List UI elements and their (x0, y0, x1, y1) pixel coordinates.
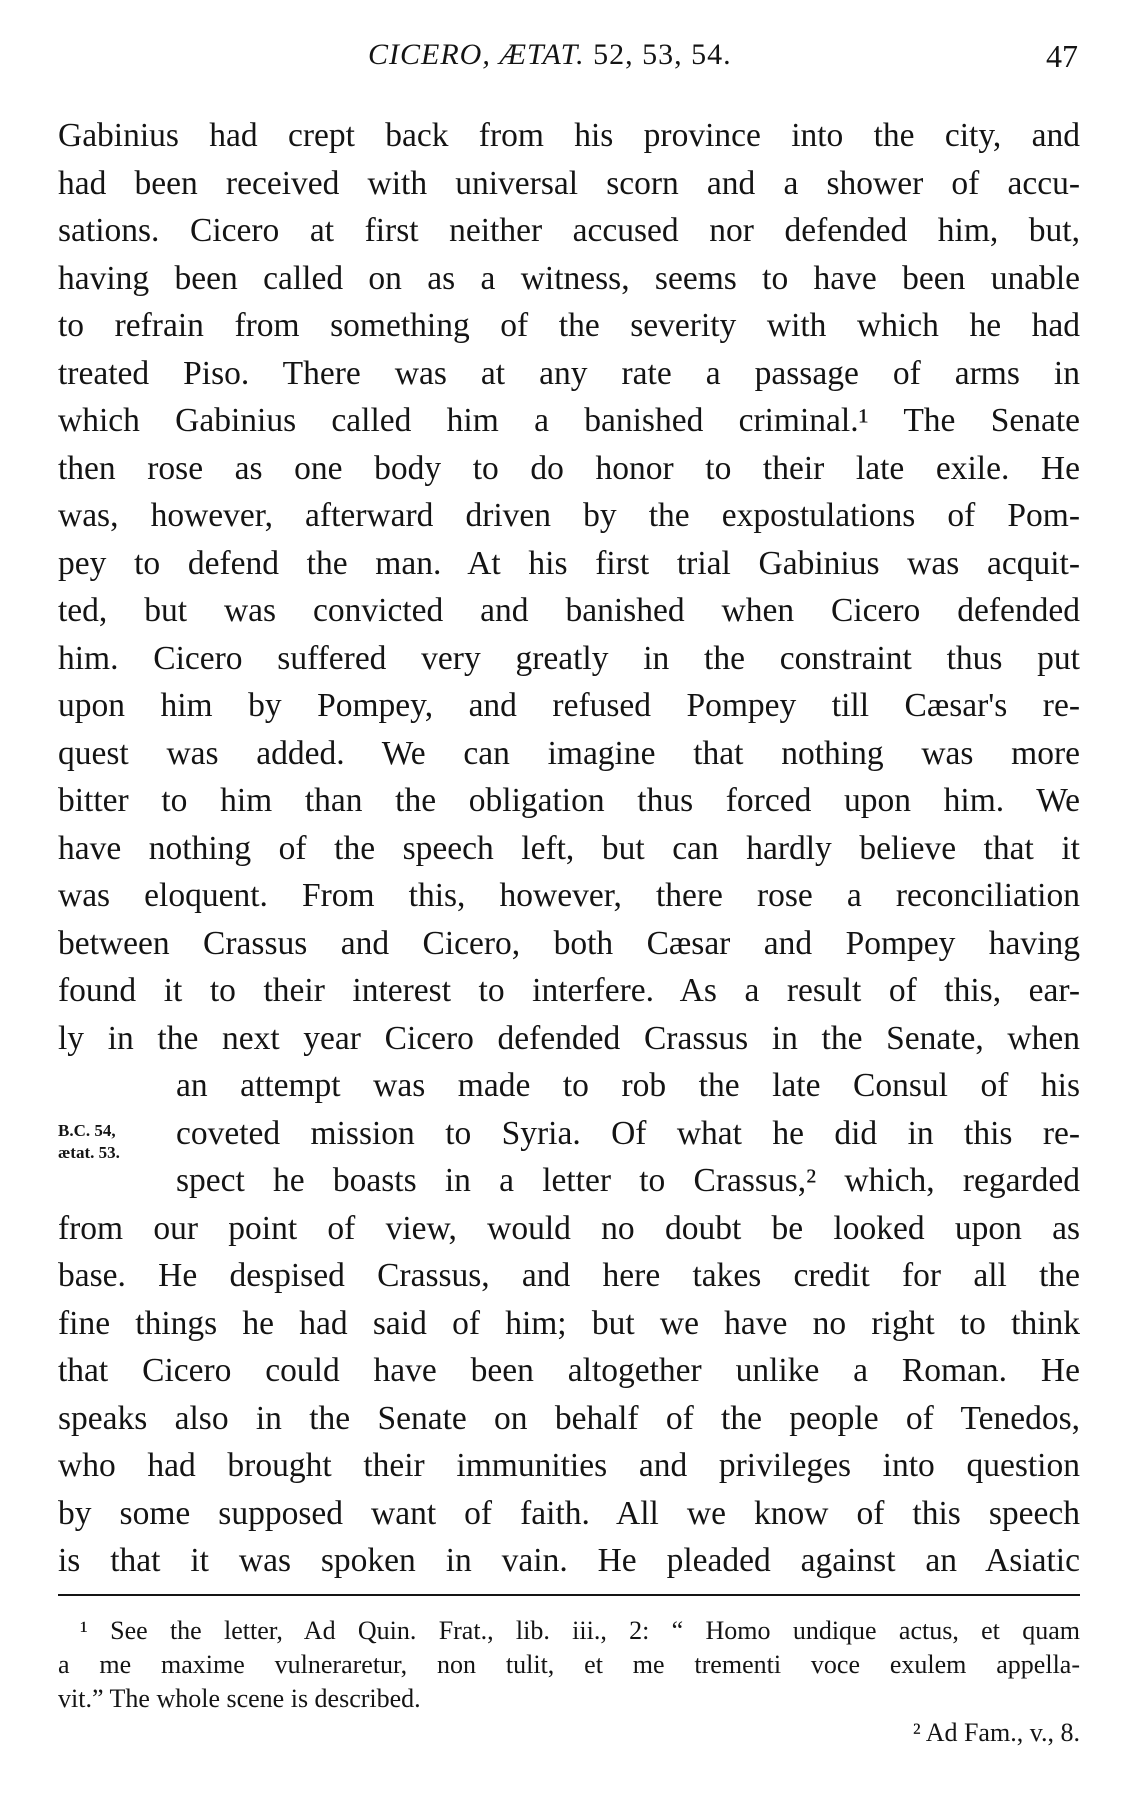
footnote-1-line: vit.” The whole scene is described. (58, 1684, 421, 1713)
text-line: from our point of view, would no doubt be looked upon as (58, 1209, 1080, 1247)
text-line: ly in the next year Cicero defended Crassus in the Senate, when (58, 1019, 1080, 1057)
text-line: that Cicero could have been altogether unlike a Roman. He (58, 1352, 1080, 1389)
text-line: had been received with universal scorn and a shower of accu- (58, 164, 1080, 202)
running-title-text: CICERO, ÆTAT. (368, 38, 585, 71)
text-line: was eloquent. From this, however, there rose a reconciliation (58, 877, 1080, 914)
footnote-1-line: a me maxime vulneraretur, non tulit, et me trementi voce exulem appella- (58, 1650, 1080, 1679)
text-line: sations. Cicero at first neither accused nor defended him, but, (58, 212, 1080, 249)
text-line: pey to defend the man. At his first trial Gabinius was acquit- (58, 544, 1080, 582)
text-line: by some supposed want of faith. All we know of this speech (58, 1494, 1080, 1532)
margin-note-age: ætat. 53. (58, 1143, 120, 1162)
text-line: speaks also in the Senate on behalf of the people of Tenedos, (58, 1399, 1080, 1437)
running-title (368, 38, 732, 72)
text-line: him. Cicero suffered very greatly in the constraint thus put (58, 639, 1080, 677)
text-line: an attempt was made to rob the late Consul of his (176, 1067, 1080, 1104)
body-text (58, 112, 1080, 1585)
text-line: which Gabinius called him a banished criminal.¹ The Senate (58, 402, 1080, 439)
margin-note (58, 1120, 120, 1164)
text-line: ted, but was convicted and banished when Cicero defended (58, 592, 1080, 629)
text-line: then rose as one body to do honor to their late exile. He (58, 449, 1080, 487)
page-number: 47 (1046, 38, 1078, 74)
text-line: have nothing of the speech left, but can hardly believe that it (58, 829, 1080, 867)
margin-note-date: B.C. 54, (58, 1121, 116, 1140)
text-line: between Crassus and Cicero, both Cæsar and Pompey having (58, 924, 1080, 962)
text-line: quest was added. We can imagine that nothing was more (58, 734, 1080, 772)
text-line: found it to their interest to interfere. As a result of this, ear- (58, 972, 1080, 1009)
footnote-2: ² Ad Fam., v., 8. (912, 1718, 1080, 1747)
text-line: treated Piso. There was at any rate a passage of arms in (58, 354, 1080, 392)
text-line: bitter to him than the obligation thus forced upon him. We (58, 782, 1080, 819)
text-line: base. He despised Crassus, and here takes credit for all the (58, 1257, 1080, 1294)
text-line: Gabinius had crept back from his province into the city, and (58, 117, 1080, 154)
text-line: fine things he had said of him; but we have no right to think (58, 1304, 1080, 1342)
running-head (58, 38, 1078, 88)
text-line: having been called on as a witness, seems to have been unable (58, 259, 1080, 297)
text-line: is that it was spoken in vain. He pleaded against an Asiatic (58, 1542, 1080, 1579)
text-line: was, however, afterward driven by the expostulations of Pom- (58, 497, 1080, 534)
footnote-1-line: ¹ See the letter, Ad Quin. Frat., lib. iii., 2: “ Homo undique actus, et quam (80, 1616, 1080, 1645)
footnote-rule (58, 1594, 1080, 1596)
text-line: to refrain from something of the severity with which he had (58, 307, 1080, 344)
footnotes (58, 1614, 1080, 1750)
text-line: spect he boasts in a letter to Crassus,² which, regarded (176, 1162, 1080, 1199)
text-line: coveted mission to Syria. Of what he did in this re- (176, 1114, 1080, 1152)
text-line: upon him by Pompey, and refused Pompey till Cæsar's re- (58, 687, 1080, 724)
text-line: who had brought their immunities and privileges into question (58, 1447, 1080, 1484)
running-title-ages: 52, 53, 54. (593, 38, 732, 71)
